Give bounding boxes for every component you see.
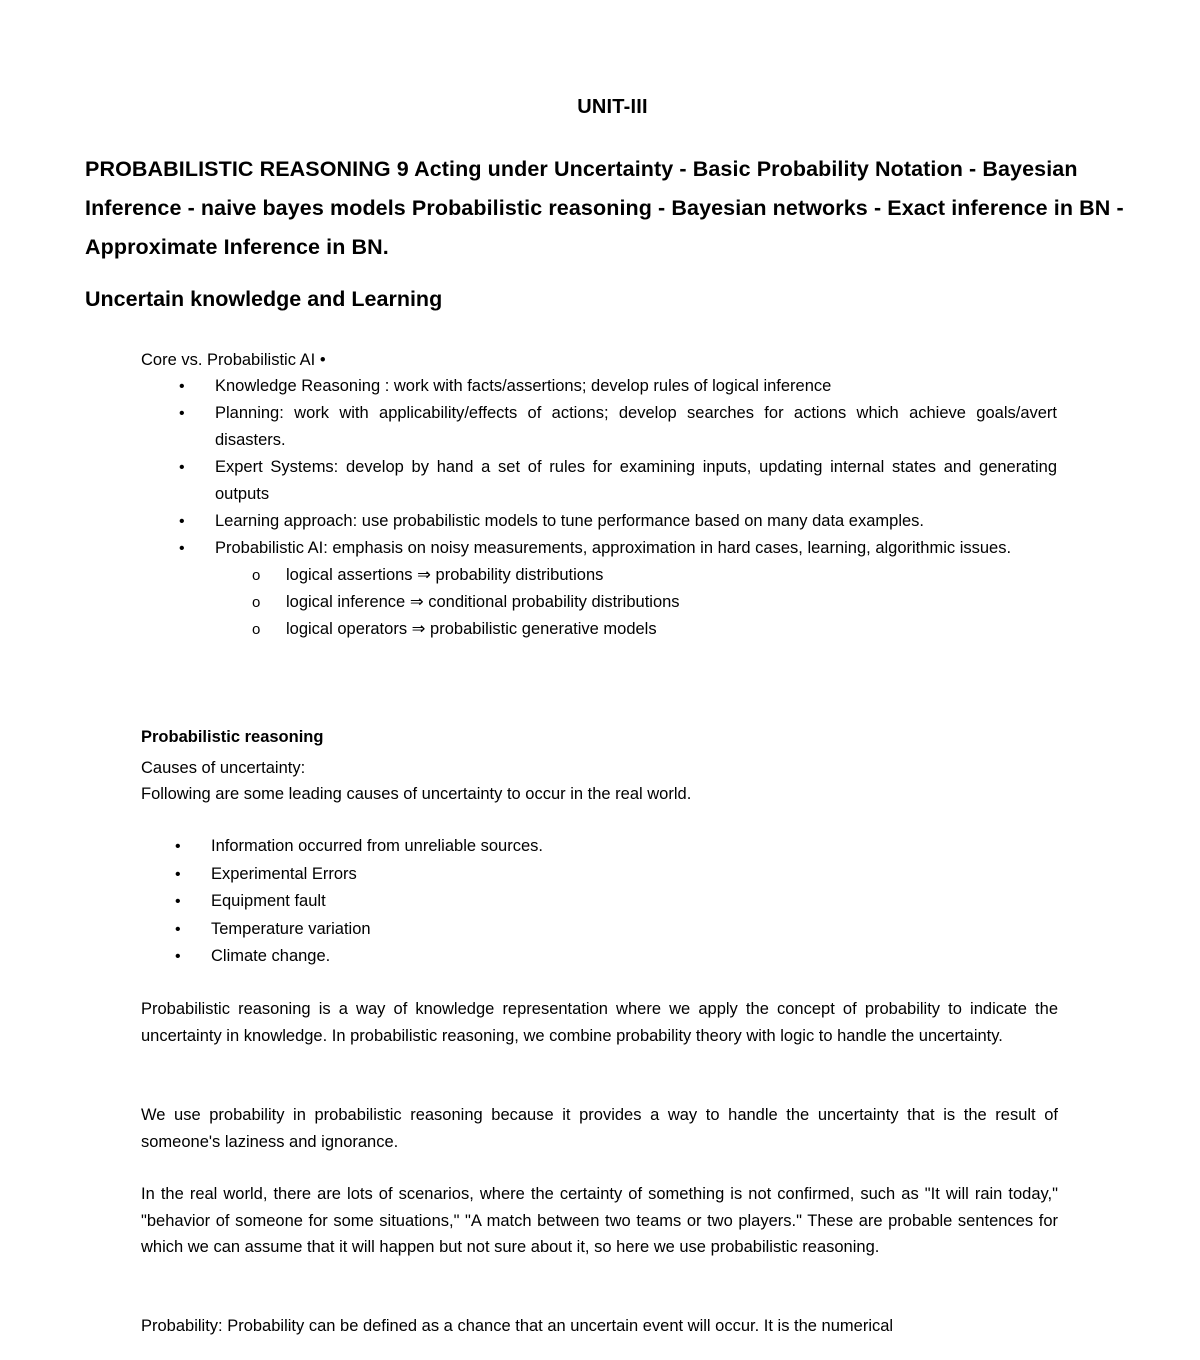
bullet-icon: •: [175, 948, 181, 965]
list-item: [179, 508, 1057, 535]
sub-list-item-text: logical operators ⇒ probabilistic generative models: [286, 620, 657, 638]
list-item: [175, 943, 543, 971]
bullet-icon: •: [179, 378, 185, 395]
core-intro-line: Core vs. Probabilistic AI •: [141, 351, 326, 369]
list-item: [179, 400, 1057, 454]
bullet-icon: •: [179, 405, 185, 422]
list-item-text: Temperature variation: [211, 919, 371, 938]
bullet-icon: •: [179, 513, 185, 530]
list-item-text: Learning approach: use probabilistic models to tune performance based on many data examples.: [215, 512, 925, 530]
sub-list-item: [252, 616, 1128, 643]
paragraph: Probabilistic reasoning is a way of knowledge representation where we apply the concept of probability to indicate the uncertainty in knowledge. In probabilistic reasoning, we combine probability theory with logic to handle the uncertainty.: [141, 1000, 1058, 1045]
unit-title: UNIT-III: [577, 96, 648, 118]
sub-list-item-text: logical inference ⇒ conditional probability distributions: [286, 593, 680, 611]
circle-bullet-icon: o: [252, 594, 261, 611]
list-item-text: Planning: work with applicability/effects of actions; develop searches for actions which achieve goals/avert disasters.: [215, 404, 1057, 449]
sub-list: [252, 562, 1128, 643]
bullet-icon: •: [175, 920, 181, 938]
paragraph: In the real world, there are lots of scenarios, where the certainty of something is not confirmed, such as "It will rain today," "behavior of someone for some situations," "A match between two teams or two players." These are probable sentences for which we can assume that it will happen but not sure about it, so here we use probabilistic reasoning.: [141, 1185, 1058, 1256]
sub-list-item: [252, 562, 1128, 589]
sub-list-item: [252, 589, 1128, 616]
core-list: [179, 373, 1057, 643]
paragraph: Probability: Probability can be defined as a chance that an uncertain event will occur. It is the numerical: [141, 1317, 894, 1335]
list-item: [179, 454, 1057, 508]
syllabus-heading: PROBABILISTIC REASONING 9 Acting under Uncertainty - Basic Probability Notation - Bayesian Inference - naive bayes models Probabilistic reasoning - Bayesian networks - Exact inference in BN - Approximate Inference in BN.: [85, 157, 1124, 259]
section-heading: Uncertain knowledge and Learning: [85, 287, 443, 311]
bullet-icon: •: [179, 459, 185, 476]
causes-intro: Following are some leading causes of uncertainty to occur in the real world.: [141, 785, 692, 803]
causes-list: [175, 833, 543, 971]
subsection-heading: Probabilistic reasoning: [141, 728, 324, 746]
paragraph: We use probability in probabilistic reasoning because it provides a way to handle the uncertainty that is the result of someone's laziness and ignorance.: [141, 1106, 1058, 1151]
circle-bullet-icon: o: [252, 621, 261, 638]
list-item-text: Expert Systems: develop by hand a set of rules for examining inputs, updating internal states and generating outputs: [215, 458, 1057, 503]
bullet-icon: •: [175, 838, 181, 855]
causes-label: Causes of uncertainty:: [141, 759, 306, 777]
bullet-icon: •: [175, 865, 181, 883]
bullet-icon: •: [179, 540, 185, 557]
list-item-text: Climate change.: [211, 947, 331, 965]
list-item: [179, 535, 1057, 643]
list-item-text: Information occurred from unreliable sources.: [211, 837, 543, 855]
list-item: [175, 916, 543, 944]
list-item: [179, 373, 1057, 400]
bullet-icon: •: [175, 893, 181, 910]
sub-list-item-text: logical assertions ⇒ probability distributions: [286, 566, 604, 584]
list-item-text: Equipment fault: [211, 892, 326, 910]
circle-bullet-icon: o: [252, 567, 261, 584]
list-item-text: Knowledge Reasoning : work with facts/assertions; develop rules of logical inference: [215, 377, 832, 395]
list-item: [175, 888, 543, 916]
list-item: [175, 861, 543, 889]
list-item-text: Probabilistic AI: emphasis on noisy measurements, approximation in hard cases, learning, algorithmic issues.: [215, 539, 1012, 557]
list-item-text: Experimental Errors: [211, 864, 357, 883]
list-item: [175, 833, 543, 861]
